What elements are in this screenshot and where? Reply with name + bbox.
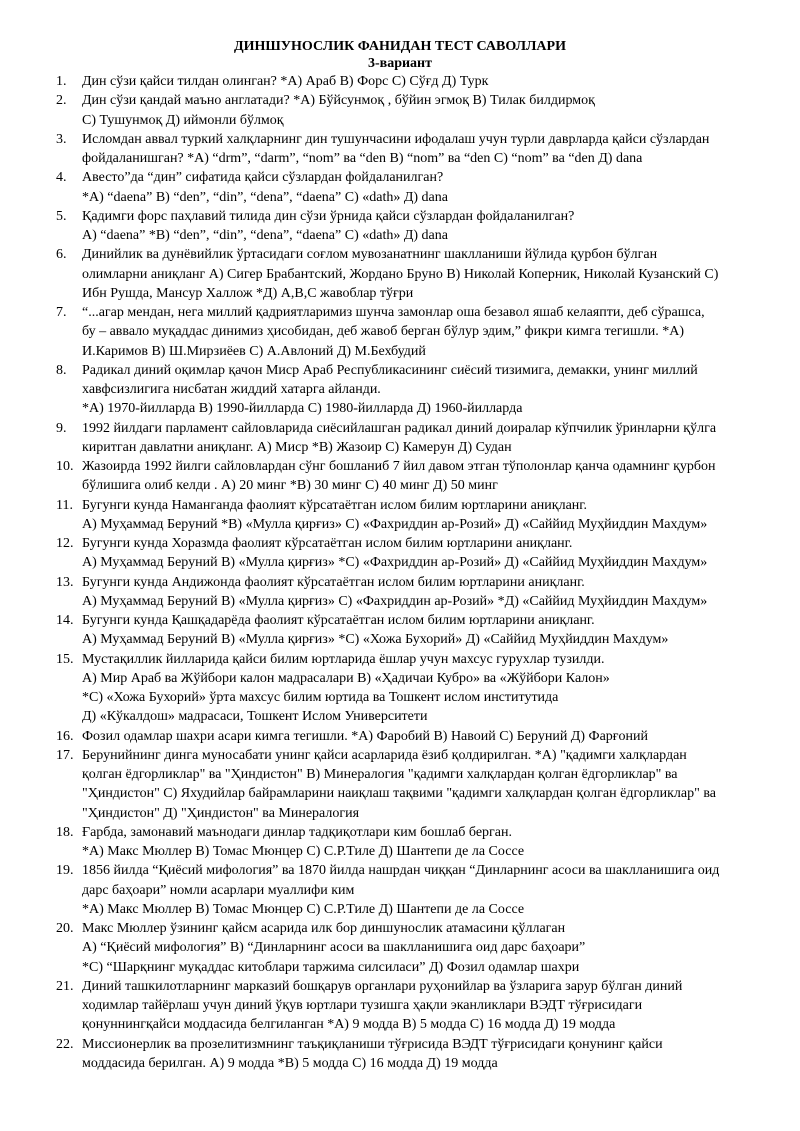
document-title: ДИНШУНОСЛИК ФАНИДАН ТЕСТ САВОЛЛАРИ bbox=[233, 39, 566, 54]
question-item bbox=[0, 168, 800, 207]
question-text-line: Бугунги кунда Қашқадарёда фаолият кўрсатаётган ислом билим юртларини аниқланг. bbox=[82, 613, 595, 628]
question-text-line: Дин сўзи қайси тилдан олинган? *А) Араб В) Форс С) Сўғд Д) Турк bbox=[82, 74, 489, 89]
question-number: 4. bbox=[56, 170, 67, 186]
question-item bbox=[0, 1035, 800, 1074]
question-text-line: И.Каримов В) Ш.Мирзиёев С) А.Авлоний Д) М.Бехбудий bbox=[82, 343, 426, 359]
question-number: 20. bbox=[56, 921, 74, 936]
question-text-line: "Ҳиндистон" Д) "Ҳиндистон" ва Минералогия bbox=[82, 805, 360, 821]
question-text-line: А) Мир Араб ва Жўйбори калон мадрасалари В) «Ҳадичаи Кубро» ва «Жўйбори Калон» bbox=[82, 670, 610, 686]
question-text-line: Авесто”да “дин” сифатида қайси сўзлардан фойдаланилган? bbox=[82, 170, 444, 186]
question-number: 9. bbox=[56, 420, 67, 436]
question-text-line: 1856 йилда “Қиёсий мифология” ва 1870 йилда нашрдан чиққан “Динларнинг асоси ва шаклланишига оид bbox=[82, 863, 720, 879]
question-item bbox=[0, 534, 800, 573]
question-number: 19. bbox=[56, 863, 74, 879]
question-text-line: олимларни аниқланг А) Сигер Брабантский, Жордано Бруно В) Николай Коперник, Николай Кузанский С) bbox=[82, 266, 719, 282]
question-text-line: 1992 йилдаги парламент сайловларида сиёсийлашган радикал диний доиралар кўпчилик ўринларни қўлга bbox=[82, 420, 717, 436]
question-number: 17. bbox=[56, 747, 74, 763]
question-number: 16. bbox=[56, 728, 74, 744]
question-number: 18. bbox=[56, 824, 74, 840]
question-text-line: қолган ёдгорликлар" ва "Ҳиндистон" В) Минералогия "қадимги халқлардан қолган ёдгорликлар" ва bbox=[82, 767, 678, 782]
question-number: 22. bbox=[56, 1036, 74, 1052]
question-text-line: бўлишига олиб келди . А) 20 минг *В) 30 минг С) 40 минг Д) 50 минг bbox=[82, 478, 498, 494]
question-number: 15. bbox=[56, 651, 74, 667]
question-text-line: А) “Қиёсий мифология” В) “Динларнинг асоси ва шаклланишига оид дарс баҳоари” bbox=[82, 940, 586, 956]
variant-label: 3-вариант bbox=[367, 56, 433, 71]
question-number: 21. bbox=[56, 978, 74, 994]
question-text-line: С) Тушунмоқ Д) иймонли бўлмоқ bbox=[82, 112, 284, 128]
question-item bbox=[0, 245, 800, 303]
question-number: 11. bbox=[56, 497, 73, 513]
question-item bbox=[0, 977, 800, 1035]
question-item bbox=[0, 303, 800, 361]
question-number: 14. bbox=[56, 613, 74, 628]
question-text-line: Берунийнинг динга муносабати унинг қайси асарларида ёзиб қолдирилган. *А) "қадимги халқлардан bbox=[82, 747, 687, 763]
question-item bbox=[0, 361, 800, 419]
question-item bbox=[0, 207, 800, 246]
question-text-line: Ғарбда, замонавий маънодаги динлар тадқиқотлари ким бошлаб берган. bbox=[82, 824, 512, 840]
question-text-line: Д) «Кўкалдош» мадрасаси, Тошкент Ислом Университети bbox=[82, 709, 428, 725]
question-text-line: Ибн Рушда, Мансур Халлож *Д) А,В,С жавоблар тўғри bbox=[82, 285, 414, 301]
question-item bbox=[0, 823, 800, 862]
question-item bbox=[0, 573, 800, 612]
question-text-line: қонуннингқайси моддасида белгиланган *А) 9 модда В) 5 модда С) 16 модда Д) 19 модда bbox=[82, 1017, 616, 1033]
question-item bbox=[0, 496, 800, 535]
question-text-line: Бугунги кунда Наманганда фаолият кўрсатаётган ислом билим юртларини аниқланг. bbox=[82, 497, 587, 513]
question-list bbox=[0, 72, 800, 1073]
question-number: 2. bbox=[56, 93, 67, 109]
question-text-line: бу – аввало муқаддас динимиз ҳисобидан, деб жавоб берган бўлур эдим,” фикри кимга тегишли. *А) bbox=[82, 324, 685, 340]
question-text-line: Бугунги кунда Андижонда фаолият кўрсатаётган ислом билим юртларини аниқланг. bbox=[82, 574, 585, 590]
question-item bbox=[0, 727, 800, 746]
question-text-line: фойдаланишган? *А) “drm”, “darm”, “nom” ва “den В) “nom” ва “den С) “nom” ва “den Д) dana bbox=[82, 151, 643, 166]
question-text-line: А) Муҳаммад Беруний *В) «Мулла қирғиз» С) «Фахриддин ар-Розий» Д) «Саййид Муҳйиддин Махдум» bbox=[82, 516, 708, 532]
question-text-line: "Ҳиндистон" С) Яхудийлар байрамларини наиқлаш тақвими "қадимги халқлардан қолган ёдгорликлар" ва bbox=[82, 786, 716, 802]
question-number: 12. bbox=[56, 536, 74, 551]
question-text-line: моддасида берилган. А) 9 модда *В) 5 модда С) 16 модда Д) 19 модда bbox=[82, 1055, 498, 1071]
question-item bbox=[0, 650, 800, 727]
question-text-line: Радикал диний оқимлар қачон Миср Араб Республикасининг сиёсий тизимига, демакки, унинг миллий bbox=[82, 362, 698, 378]
question-text-line: дарс баҳоари” номли асарлари муаллифи ким bbox=[82, 882, 355, 898]
question-item bbox=[0, 457, 800, 496]
question-number: 5. bbox=[56, 208, 67, 224]
question-text-line: *С) “Шарқнинг муқаддас китоблари таржима силсиласи” Д) Фозил одамлар шахри bbox=[82, 959, 580, 975]
question-text-line: Фозил одамлар шахри асари кимга тегишли. *А) Фаробий В) Навоий С) Беруний Д) Фарғоний bbox=[82, 728, 649, 744]
question-number: 7. bbox=[56, 305, 67, 320]
question-number: 1. bbox=[56, 74, 67, 89]
question-text-line: хавфсизлигига нисбатан жиддий хатарга айланди. bbox=[82, 382, 381, 397]
question-item bbox=[0, 72, 800, 91]
question-item bbox=[0, 91, 800, 130]
question-text-line: Миссионерлик ва прозелитизмнинг таъқиқланиши тўғрисида ВЭДТ тўғрисидаги қонунинг қайси bbox=[82, 1036, 663, 1052]
question-number: 10. bbox=[56, 459, 74, 474]
question-number: 3. bbox=[56, 131, 67, 147]
question-text-line: *А) 1970-йилларда В) 1990-йилларда С) 1980-йилларда Д) 1960-йилларда bbox=[82, 401, 523, 417]
question-text-line: Диний ташкилотларнинг марказий бошқарув органлари руҳонийлар ва ўзларига зарур бўлган диний bbox=[82, 978, 683, 994]
question-item bbox=[0, 861, 800, 919]
question-text-line: Қадимги форс паҳлавий тилида дин сўзи ўрнида қайси сўзлардан фойдаланилган? bbox=[82, 208, 575, 224]
question-text-line: Дин сўзи қандай маъно англатади? *А) Бўйсунмоқ , бўйин эгмоқ В) Тилак билдирмоқ bbox=[82, 93, 595, 109]
question-text-line: киритган давлатни аниқланг. А) Миср *В) Жазоир С) Камерун Д) Судан bbox=[82, 439, 512, 455]
question-text-line: *С) «Хожа Бухорий» ўрта махсус билим юртида ва Тошкент ислом институтида bbox=[82, 690, 559, 705]
question-item bbox=[0, 611, 800, 650]
question-text-line: А) Муҳаммад Беруний В) «Мулла қирғиз» С) «Фахриддин ар-Розий» *Д) «Саййид Муҳйиддин Махдум» bbox=[82, 593, 708, 609]
question-text-line: “...агар мендан, нега миллий қадриятларимиз шунча замонлар оша безавол яшаб келаяпти, деб сўрашса, bbox=[82, 305, 705, 320]
question-text-line: Динийлик ва дунёвийлик ўртасидаги соғлом мувозанатнинг шаклланиши йўлида қурбон бўлган bbox=[82, 247, 658, 263]
question-text-line: Исломдан аввал туркий халқларнинг дин тушунчасини ифодалаш учун турли даврларда қайси сўзлардан bbox=[82, 131, 710, 147]
question-text-line: Макс Мюллер ўзининг қайсм асарида илк бор диншунослик атамасини қўллаган bbox=[82, 921, 566, 936]
question-item bbox=[0, 419, 800, 458]
question-text-line: А) Муҳаммад Беруний В) «Мулла қирғиз» *С) «Хожа Бухорий» Д) «Саййид Муҳйиддин Махдум» bbox=[82, 632, 669, 648]
question-text-line: Жазоирда 1992 йилги сайловлардан сўнг бошланиб 7 йил давом этган тўполонлар қанча одамнинг қурбон bbox=[82, 459, 716, 474]
question-item bbox=[0, 130, 800, 169]
question-text-line: *А) Макс Мюллер В) Томас Мюнцер С) С.Р.Тиле Д) Шантепи де ла Соссе bbox=[82, 901, 525, 917]
question-text-line: А) “daena” *В) “den”, “din”, “dena”, “daena” С) «dath» Д) dana bbox=[82, 228, 448, 243]
question-text-line: *А) Макс Мюллер В) Томас Мюнцер С) С.Р.Тиле Д) Шантепи де ла Соссе bbox=[82, 844, 525, 859]
question-number: 6. bbox=[56, 247, 67, 263]
question-item bbox=[0, 746, 800, 823]
question-number: 8. bbox=[56, 362, 67, 378]
question-text-line: ходимлар тайёрлаш учун диний ўқув юртлари тузишга ҳақли эканликлари ВЭДТ тўғрисидаги bbox=[82, 998, 643, 1013]
question-text-line: Мустақиллик йилларида қайси билим юртларида ёшлар учун махсус гурухлар тузилди. bbox=[82, 651, 605, 667]
question-number: 13. bbox=[56, 574, 74, 590]
question-text-line: Бугунги кунда Хоразмда фаолият кўрсатаётган ислом билим юртларини аниқланг. bbox=[82, 536, 573, 551]
question-text-line: А) Муҳаммад Беруний В) «Мулла қирғиз» *С) «Фахриддин ар-Розий» Д) «Саййид Муҳйиддин Махдум» bbox=[82, 555, 708, 571]
question-text-line: *А) “daena” В) “den”, “din”, “dena”, “daena” С) «dath» Д) dana bbox=[82, 189, 448, 205]
question-item bbox=[0, 919, 800, 977]
